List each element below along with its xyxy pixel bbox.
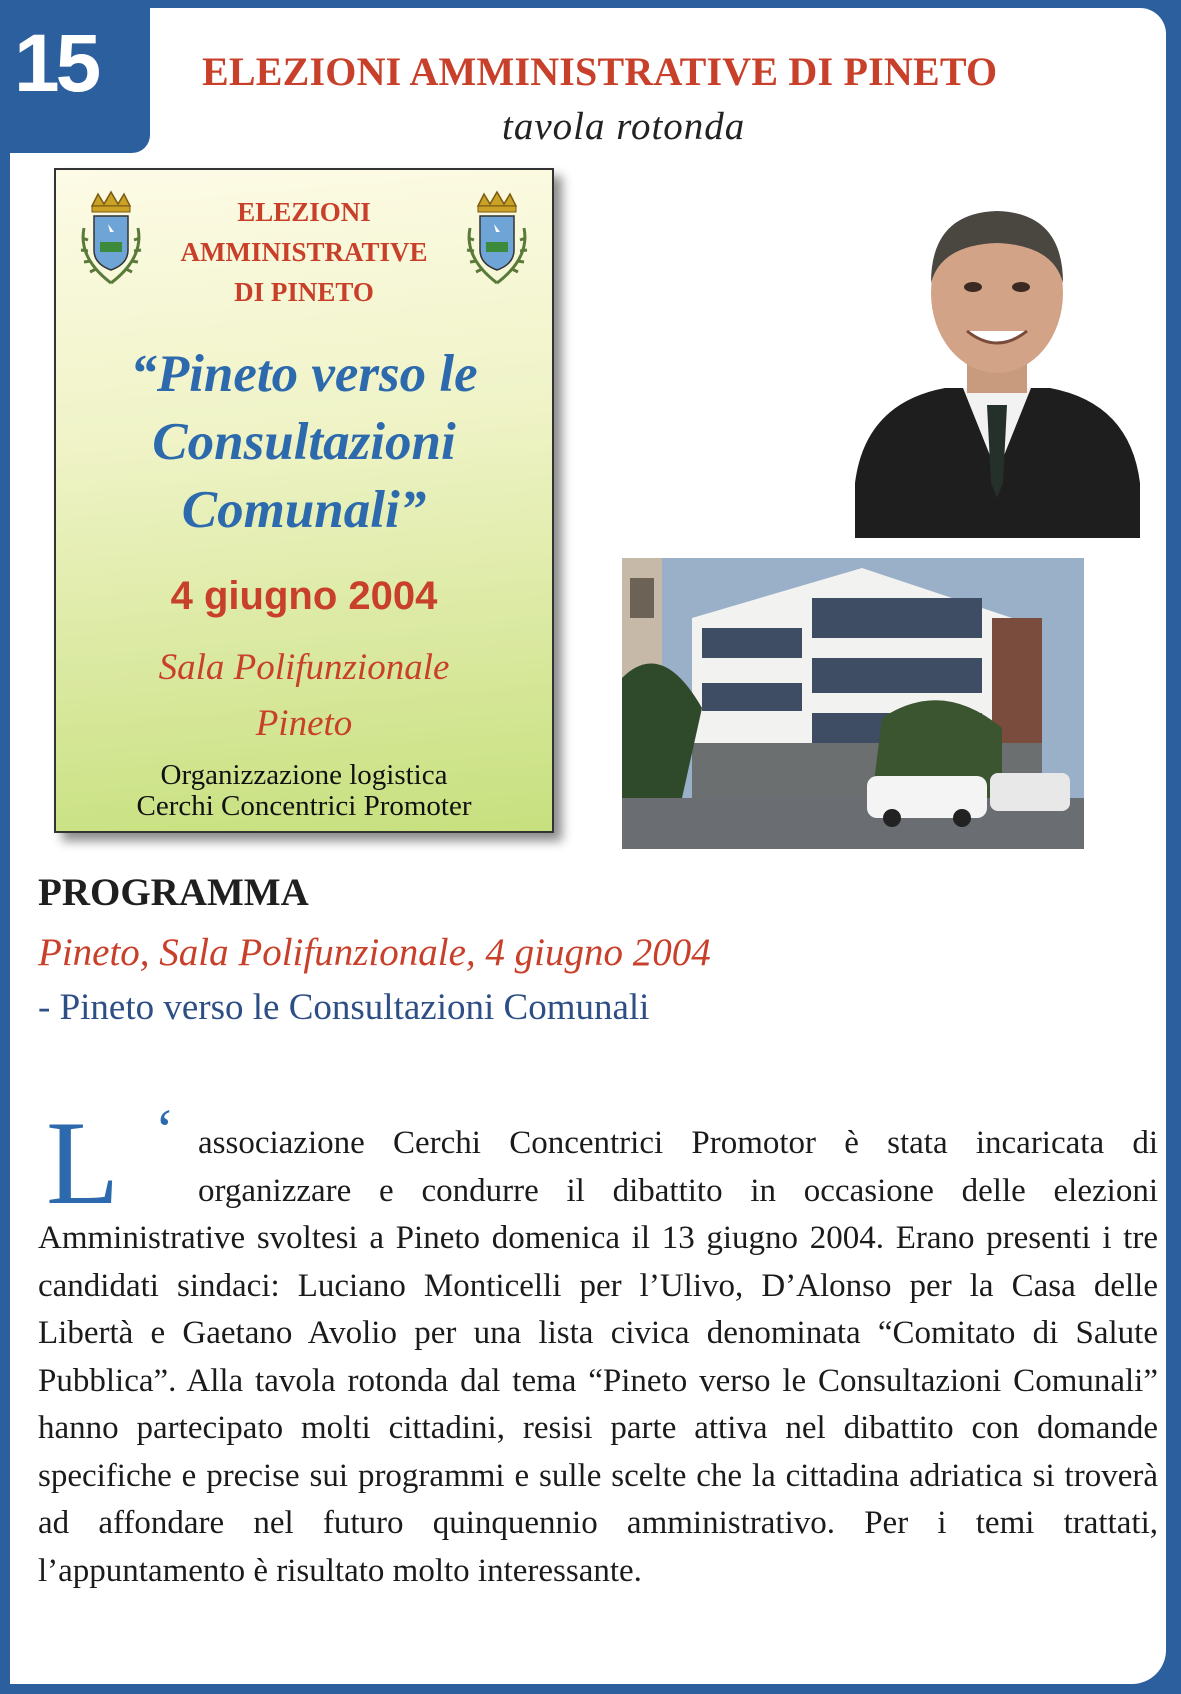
drop-cap: L xyxy=(46,1096,120,1229)
poster-organizer xyxy=(56,760,552,822)
drop-cap-space xyxy=(38,1120,198,1210)
program-label: PROGRAMMA xyxy=(38,871,309,914)
poster-heading-line: DI PINETO xyxy=(234,277,374,307)
poster-org-line: Cerchi Concentrici Promoter xyxy=(136,790,472,822)
page-subtitle: tavola rotonda xyxy=(502,105,746,148)
poster-quote-line: “Pineto verso le xyxy=(130,345,478,403)
poster-venue-line: Sala Polifunzionale xyxy=(158,647,450,688)
poster-heading xyxy=(56,192,552,312)
page-number: 15 xyxy=(10,8,150,153)
poster-date: 4 giugno 2004 xyxy=(170,574,438,618)
program-title: - Pineto verso le Consultazioni Comunali xyxy=(38,987,650,1028)
page-card xyxy=(10,8,1166,1684)
poster-heading-line: ELEZIONI xyxy=(237,197,371,227)
program-location: Pineto, Sala Polifunzionale, 4 giugno 2004 xyxy=(38,931,711,974)
town-hall-photo xyxy=(622,558,1084,849)
page-title: ELEZIONI AMMINISTRATIVE DI PINETO xyxy=(202,49,998,94)
poster-heading-line: AMMINISTRATIVE xyxy=(180,237,428,267)
poster-quote-line: Consultazioni xyxy=(152,413,456,471)
article-body xyxy=(38,1120,1158,1595)
candidate-photo xyxy=(855,183,1140,538)
article-text: associazione Cerchi Concentrici Promotor è stata incaricata di organizzare e condurre il dibattito in occasione delle elezioni Amministrative svoltesi a Pineto domenica il 13 giugno 2004. Erano presenti i tre candidati sindaci: Luciano Monticelli per l’Ulivo, D’Alonso per la Casa delle Libertà e Gaetano Avolio per una lista civica denominata “Comitato di Salute Pubblica”. Alla tavola rotonda dal tema “Pineto verso le Consultazioni Comunali” hanno partecipato molti cittadini, resisi parte attiva nel dibattito con domande specifiche e precise sui programmi e sulle scelte che la cittadina adriatica si troverà ad affondare nel futuro quinquennio amministrativo. Per i temi trattati, l’appuntamento è risultato molto interessante. xyxy=(38,1125,1158,1589)
poster-quote-line: Comunali” xyxy=(181,481,427,539)
event-poster xyxy=(54,168,554,833)
poster-quote xyxy=(56,340,552,544)
poster-venue-line: Pineto xyxy=(255,703,353,744)
poster-venue xyxy=(56,640,552,752)
drop-cap-quote: ‘ xyxy=(155,1097,175,1162)
poster-org-line: Organizzazione logistica xyxy=(160,759,448,791)
